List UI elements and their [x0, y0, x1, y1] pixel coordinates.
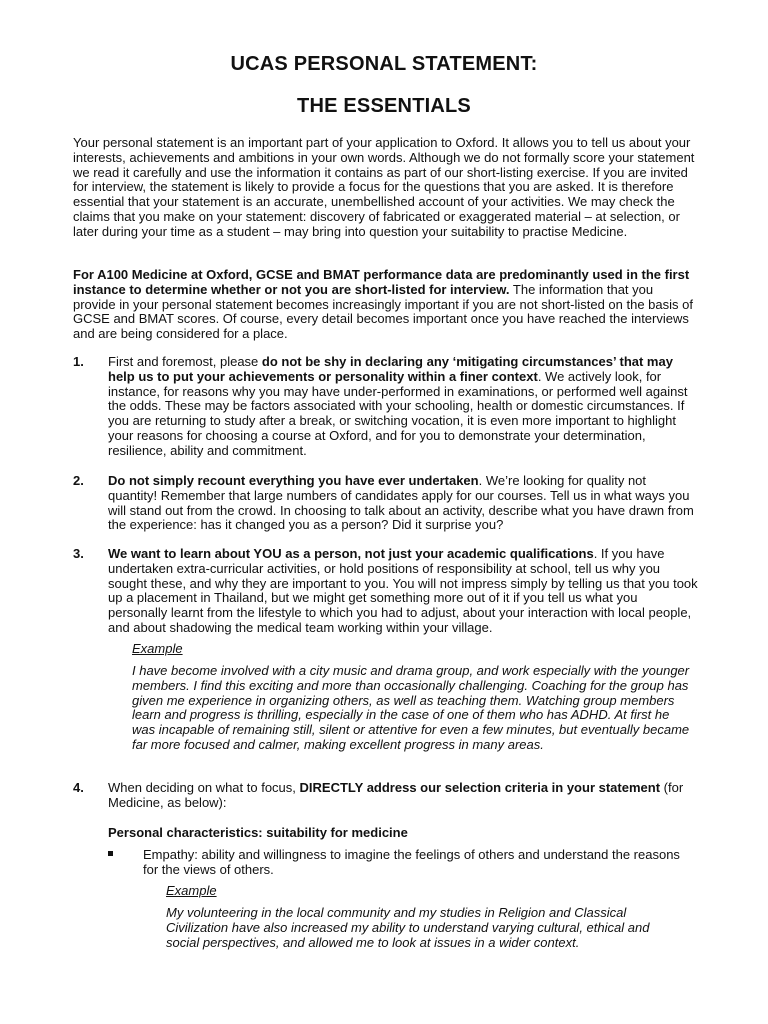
item-bold: We want to learn about YOU as a person, not just your academic qualifications: [108, 546, 594, 561]
item-body: [108, 355, 698, 459]
item-rest: . We’re looking for quality not quantity! Remember that large numbers of candidates apply for our courses. Tell us in what ways you will stand out from the crowd. In choosing to talk about an activity, describe what you have drawn from the experience: has it changed you as a person? Did it surprise you?: [108, 473, 694, 533]
list-item-3: [73, 547, 698, 636]
example-text: My volunteering in the local community and my studies in Religion and Classical Civilization have also increased my ability to understand varying cultural, ethical and social perspectives, and allowed me to look at issues in a wider context.: [166, 905, 650, 950]
list-item-1: [73, 355, 698, 459]
item-bold: Do not simply recount everything you have ever undertaken: [108, 473, 479, 488]
bullet-text: Empathy: ability and willingness to imagine the feelings of others and understand the reasons for the views of others.: [143, 847, 680, 877]
list-item-2: [73, 474, 698, 533]
item-lead: When deciding on what to focus,: [108, 780, 300, 795]
item-number: 1.: [73, 354, 84, 369]
medicine-paragraph: [73, 268, 698, 342]
item-body: [108, 474, 698, 533]
intro-paragraph: Your personal statement is an important part of your application to Oxford. It allows you to tell us about your interests, achievements and ambitions in your own words. Although we do not formally score your statement we read it carefully and use the information it contains as part of our short-listing exercise. If you are invited for interview, the statement is likely to provide a focus for the questions that you are asked. It is therefore essential that your statement is an accurate, unembellished account of your activities. We may check the claims that you make on your statement: discovery of fabricated or exaggerated material – at selection, or later during your time as a student – may bring into question your suitability to practise Medicine.: [73, 135, 695, 239]
medicine-paragraph-bold: For A100 Medicine at Oxford, GCSE and BMAT performance data are predominantly used in the first instance to determine whether or not you are short-listed for interview.: [73, 267, 690, 297]
list-item-4: [73, 781, 698, 811]
item-lead: First and foremost, please: [108, 354, 262, 369]
item-number: 3.: [73, 546, 84, 561]
item-bold: do not be shy in declaring any ‘mitigating circumstances’ that may help us to put your achievements or personality within a finer context: [108, 354, 673, 384]
criteria-heading: Personal characteristics: suitability for medicine: [108, 825, 408, 840]
bullet-item: [108, 848, 698, 878]
item-body: [108, 547, 698, 636]
example-label: Example: [166, 883, 217, 898]
example-label: Example: [132, 641, 183, 656]
medicine-paragraph-rest: The information that you provide in your personal statement becomes increasingly important if you are not short-listed on the basis of GCSE and BMAT scores. Of course, every detail becomes important once you have reached the interviews and are being considered for a place.: [73, 281, 693, 342]
example-text: I have become involved with a city music and drama group, and work especially with the younger members. I find this exciting and more than occasionally challenging. Coaching for the group has given me experience in organizing others, as well as teaching them. Watching group members learn and progress is thrilling, especially in the case of one of them who has ADHD. At first he was incapable of remaining still, silent or attentive for even a few minutes, but eventually became far more focused and calmer, making excellent progress in many areas.: [132, 663, 690, 752]
item-rest: (for Medicine, as below):: [108, 780, 684, 810]
item-number: 2.: [73, 473, 84, 488]
item-rest: . We actively look, for instance, for reasons why you may have under-performed in examinations, or performed well against the odds. These may be factors associated with your schooling, health or domestic circumstances. If you are returning to study after a break, or switching vocation, it is even more important to highlight your reasons for choosing a course at Oxford, and for you to demonstrate your determination, resilience, ability and commitment.: [108, 368, 688, 458]
item-body: [108, 781, 698, 811]
document-subtitle: THE ESSENTIALS: [297, 95, 471, 117]
item-number: 4.: [73, 780, 84, 795]
square-bullet-icon: [108, 851, 113, 856]
item-bold: DIRECTLY address our selection criteria in your statement: [299, 780, 661, 795]
item-rest: . If you have undertaken extra-curricular activities, or hold positions of responsibility at school, tell us why you sought these, and why they are important to you. You will not impress simply by telling us that you took up a placement in Thailand, but we might get something more out of it if you tell us what you personally learnt from the lifestyle to which you had to adjust, about your interaction with local people, and about shadowing the medical team working within your village.: [108, 546, 698, 635]
document-title: UCAS PERSONAL STATEMENT:: [230, 53, 538, 75]
